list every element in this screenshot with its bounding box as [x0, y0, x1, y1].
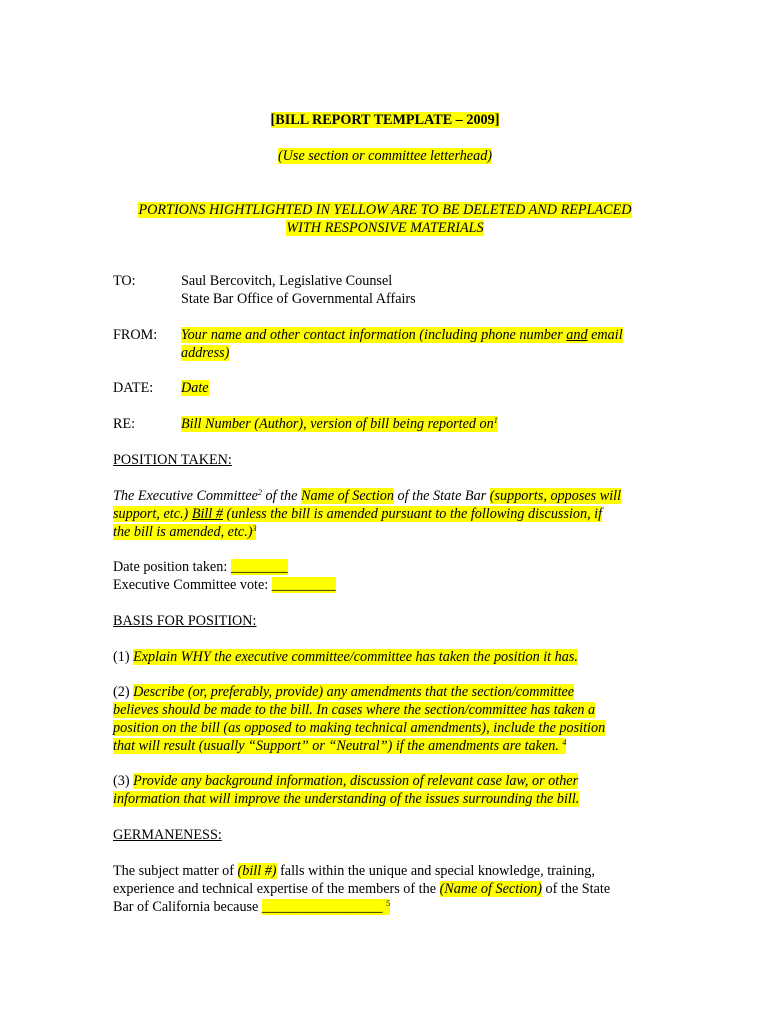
to-line-1: Saul Bercovitch, Legislative Counsel	[181, 273, 393, 289]
basis-item-2-l4: that will result (usually “Support” or “Neutral”) if the amendments are taken.	[113, 738, 559, 754]
basis-item-1-num: (1)	[113, 649, 134, 665]
from-label: FROM:	[113, 327, 158, 343]
position-bill-number: Bill #	[191, 506, 223, 522]
position-text-b: of the	[261, 488, 301, 504]
letterhead-note	[110, 147, 660, 165]
position-taken-heading: POSITION TAKEN:	[113, 452, 232, 468]
re-label: RE:	[113, 416, 136, 432]
to-label: TO:	[113, 273, 136, 289]
position-text-c: of the State Bar	[394, 488, 490, 504]
basis-item-2-l3: position on the bill (as opposed to making technical amendments), include the position	[113, 720, 606, 736]
date-taken-blank: ________	[230, 559, 288, 575]
germane-l2-b: of the State	[542, 881, 611, 897]
from-text-and: and	[566, 327, 588, 343]
position-line2-b: (unless the bill is amended pursuant to the following discussion, if	[222, 506, 603, 522]
basis-item-2-l2: believes should be made to the bill. In cases where the section/committee has taken a	[113, 702, 596, 718]
basis-item-2-l1: Describe (or, preferably, provide) any amendments that the section/committee	[133, 684, 575, 700]
date-text: Date	[181, 380, 209, 396]
germane-l3-a: Bar of California because	[113, 899, 262, 915]
footnote-ref-1: 1	[493, 416, 498, 425]
footnote-ref-2: 2	[257, 488, 262, 497]
position-paragraph	[113, 487, 658, 541]
germaneness-heading: GERMANENESS:	[113, 827, 222, 843]
from-value	[181, 326, 661, 362]
to-line-2: State Bar Office of Governmental Affairs	[181, 291, 416, 307]
re-value	[181, 415, 661, 433]
committee-vote	[113, 576, 658, 594]
vote-label: Executive Committee vote:	[113, 577, 272, 593]
germane-bill: (bill #)	[237, 863, 277, 879]
date-taken-label: Date position taken:	[113, 559, 231, 575]
basis-heading: BASIS FOR POSITION:	[113, 613, 257, 629]
basis-item-3	[113, 772, 658, 808]
germane-l2-a: experience and technical expertise of the members of the	[113, 881, 440, 897]
position-line2-a: support, etc.)	[113, 506, 192, 522]
germane-l1-a: The subject matter of	[113, 863, 238, 879]
germane-section: (Name of Section)	[439, 881, 542, 897]
date-label: DATE:	[113, 380, 154, 396]
footnote-ref-4: 4	[562, 738, 567, 747]
basis-item-2-num: (2)	[113, 684, 134, 700]
basis-item-1	[113, 648, 658, 666]
basis-item-3-num: (3)	[113, 773, 134, 789]
from-text-line2: address)	[181, 345, 230, 361]
instruction-line-1	[110, 201, 660, 219]
instruction-line-2	[110, 219, 660, 237]
basis-item-3-l1: Provide any background information, discussion of relevant case law, or other	[133, 773, 579, 789]
from-text-b: email	[587, 327, 623, 343]
germaneness-paragraph	[113, 862, 658, 916]
basis-item-2	[113, 683, 658, 755]
basis-item-1-text: Explain WHY the executive committee/committee has taken the position it has.	[133, 649, 578, 665]
basis-item-3-l2: information that will improve the understanding of the issues surrounding the bill.	[113, 791, 580, 807]
germane-l1-b: falls within the unique and special knowledge, training,	[276, 863, 595, 879]
footnote-ref-3: 3	[252, 524, 257, 533]
footnote-ref-5: 5	[386, 899, 391, 908]
date-value	[181, 379, 661, 397]
letterhead-text: (Use section or committee letterhead)	[277, 148, 493, 164]
re-text: Bill Number (Author), version of bill being reported on	[181, 416, 494, 432]
instruction-text-1: PORTIONS HIGHTLIGHTED IN YELLOW ARE TO BE DELETED AND REPLACED	[138, 202, 632, 218]
date-position-taken	[113, 558, 658, 576]
document-title	[110, 111, 660, 129]
from-text-a: Your name and other contact information (including phone number	[181, 327, 567, 343]
vote-blank: _________	[271, 577, 336, 593]
germane-blank: _________________	[261, 899, 383, 915]
position-line3: the bill is amended, etc.)	[113, 524, 253, 540]
position-text-d: (supports, opposes will	[489, 488, 622, 504]
instruction-text-2: WITH RESPONSIVE MATERIALS	[286, 220, 484, 236]
position-text-a: The Executive Committee	[113, 488, 258, 504]
position-section-name: Name of Section	[301, 488, 394, 504]
title-text: [BILL REPORT TEMPLATE – 2009]	[270, 112, 500, 128]
to-recipient	[181, 272, 661, 308]
